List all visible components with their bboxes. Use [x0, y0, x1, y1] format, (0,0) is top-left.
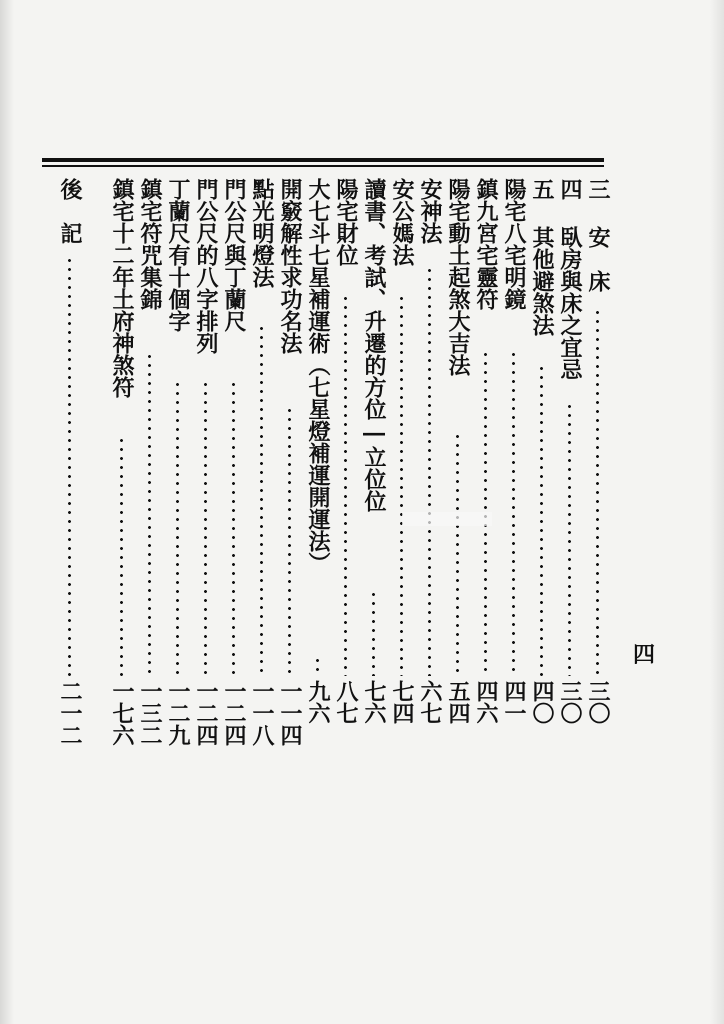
toc-entry-title: 陽宅財位: [333, 178, 359, 266]
toc-entry: [276, 178, 304, 758]
toc-entry: [360, 178, 388, 758]
toc-entry: [444, 178, 472, 758]
toc-entry-title: 陽宅八宅明鏡: [501, 178, 527, 310]
dot-leader: [596, 308, 599, 676]
toc-entry-page: 一三二: [137, 680, 163, 746]
toc-entry-page: 一二九: [165, 680, 191, 746]
dot-leader: [176, 380, 179, 676]
dot-leader: [428, 266, 431, 676]
toc-entry: [556, 178, 584, 758]
toc-entry: [528, 178, 556, 758]
dot-leader: [316, 656, 319, 676]
toc-entry-page: 九六: [305, 680, 331, 724]
dot-leader: [344, 294, 347, 676]
toc-entry: [136, 178, 164, 758]
toc-entry: [192, 178, 220, 758]
toc-entry: [388, 178, 416, 758]
toc-entry: [472, 178, 500, 758]
toc-entry-title: 陽宅動土起煞大吉法: [445, 178, 471, 376]
toc-entry-title: 讀書、考試、升遷的方位―立位位: [361, 178, 387, 512]
toc-entry: [248, 178, 276, 758]
scan-smudge: [402, 512, 492, 526]
toc-entry-title: 鎮宅十二年土府神煞符: [109, 178, 135, 398]
dot-leader: [148, 352, 151, 676]
toc-entry-title: 四 臥房與床之宜忌: [557, 178, 583, 380]
toc-entry-page: 八七: [333, 680, 359, 724]
toc-entry-title: 安公媽法: [389, 178, 415, 266]
toc-entry-title: 鎮宅符咒集錦: [137, 178, 163, 310]
dot-leader: [372, 590, 375, 676]
dot-leader: [512, 350, 515, 676]
toc-entry-page: 一二四: [221, 680, 247, 746]
toc-entry: [304, 178, 332, 758]
dot-leader: [456, 432, 459, 676]
dot-leader: [540, 364, 543, 676]
toc-entry-title: 鎮九宮宅靈符: [473, 178, 499, 310]
dot-leader: [68, 256, 71, 676]
toc-entry-page: 七六: [361, 680, 387, 724]
toc-entry-title: 丁蘭尺有十個字: [165, 178, 191, 332]
toc-entry-page: 一七六: [109, 680, 135, 746]
toc-entry-page: 四〇: [529, 680, 555, 724]
toc-entry-page: 二一二: [57, 680, 83, 746]
toc-entry-page: 一二四: [193, 680, 219, 746]
toc-entry: [500, 178, 528, 758]
dot-leader: [288, 406, 291, 676]
toc-entry-title: 安神法: [417, 178, 443, 244]
toc-entry-title: 五 其他避煞法: [529, 178, 555, 336]
toc-entry-page: 五四: [445, 680, 471, 724]
toc-entry: [220, 178, 248, 758]
toc-entry: [164, 178, 192, 758]
toc-entry-title: 後 記: [57, 178, 83, 244]
dot-leader: [120, 436, 123, 676]
dot-leader: [232, 380, 235, 676]
toc-entry-title: 點光明燈法: [249, 178, 275, 288]
toc-entry-title: 門公尺與丁蘭尺: [221, 178, 247, 332]
toc-entry-title: 門公尺的八字排列: [193, 178, 219, 354]
toc-entry-page: 六七: [417, 680, 443, 724]
toc-entry: [584, 178, 612, 758]
dot-leader: [260, 324, 263, 676]
toc-entry-title: 開竅解性求功名法: [277, 178, 303, 354]
toc-entry-page: 一一八: [249, 680, 275, 746]
toc-entry: [332, 178, 360, 758]
toc-entry: [56, 178, 84, 758]
toc-entry-page: 三〇: [585, 680, 611, 724]
toc-entry: [416, 178, 444, 758]
dot-leader: [400, 294, 403, 676]
toc-entry-page: 四一: [501, 680, 527, 724]
toc-entry: [108, 178, 136, 758]
toc-entry-page: 四六: [473, 680, 499, 724]
toc-entry-title: 三 安 床: [585, 178, 611, 292]
toc-entry-page: 一一四: [277, 680, 303, 746]
toc-entry-page: 三〇: [557, 680, 583, 724]
toc-entry-title: 大七斗七星補運術（七星燈補運開運法）: [305, 178, 331, 574]
page-number: 四: [632, 642, 655, 668]
dot-leader: [568, 402, 571, 676]
dot-leader: [204, 380, 207, 676]
toc-entry-page: 七四: [389, 680, 415, 724]
